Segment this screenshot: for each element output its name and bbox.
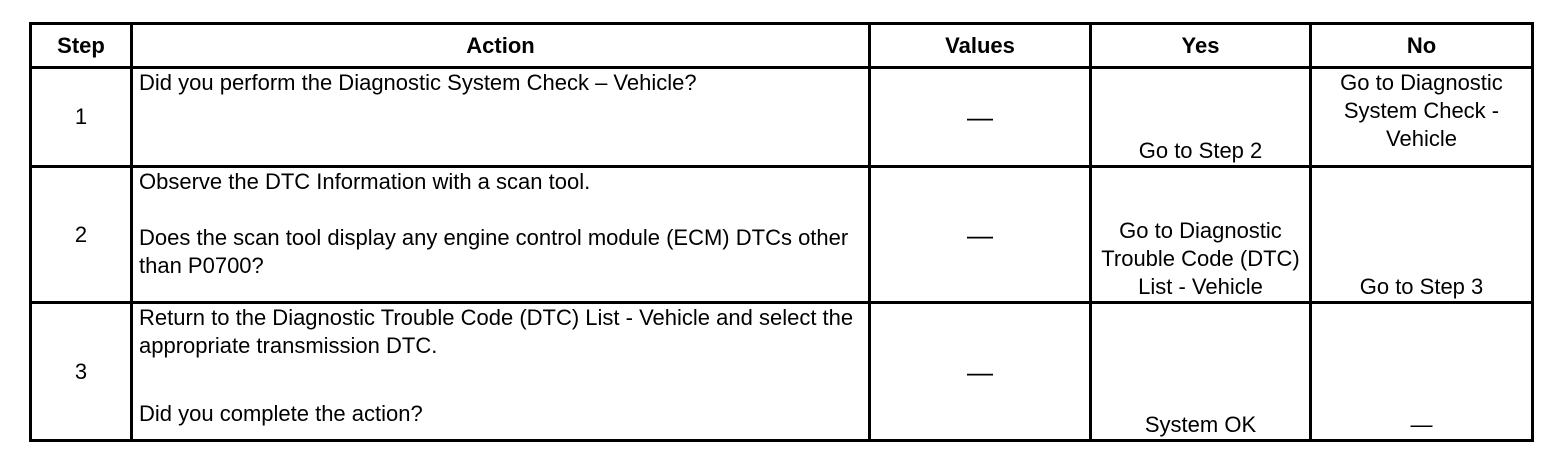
- no-cell: —: [1311, 303, 1533, 441]
- diagnostic-table: [29, 22, 1534, 442]
- no-cell: Go to Diagnostic System Check - Vehicle: [1311, 68, 1533, 167]
- step-number: 3: [31, 303, 132, 441]
- action-cell: [132, 167, 870, 303]
- table-row: [31, 68, 1533, 167]
- table-row: [31, 303, 1533, 441]
- header-values: Values: [870, 24, 1091, 68]
- action-text: Did you perform the Diagnostic System Check – Vehicle?: [139, 70, 697, 95]
- table-row: [31, 167, 1533, 303]
- step-number: 1: [31, 68, 132, 167]
- action-question: Did you complete the action?: [139, 401, 423, 426]
- step-number: 2: [31, 167, 132, 303]
- action-cell: [132, 303, 870, 441]
- values-cell: —: [870, 303, 1091, 441]
- header-no: No: [1311, 24, 1533, 68]
- action-text: Return to the Diagnostic Trouble Code (DTC) List - Vehicle and select the appropriate transmission DTC.: [139, 305, 854, 358]
- header-yes: Yes: [1091, 24, 1311, 68]
- header-step: Step: [31, 24, 132, 68]
- yes-cell: System OK: [1091, 303, 1311, 441]
- no-cell: Go to Step 3: [1311, 167, 1533, 303]
- yes-cell: Go to Step 2: [1091, 68, 1311, 167]
- action-question: Does the scan tool display any engine control module (ECM) DTCs other than P0700?: [139, 225, 849, 278]
- header-row: [31, 24, 1533, 68]
- values-cell: —: [870, 167, 1091, 303]
- action-cell: [132, 68, 870, 167]
- yes-cell: Go to Diagnostic Trouble Code (DTC) List - Vehicle: [1091, 167, 1311, 303]
- header-action: Action: [132, 24, 870, 68]
- values-cell: —: [870, 68, 1091, 167]
- action-text: Observe the DTC Information with a scan tool.: [139, 169, 591, 194]
